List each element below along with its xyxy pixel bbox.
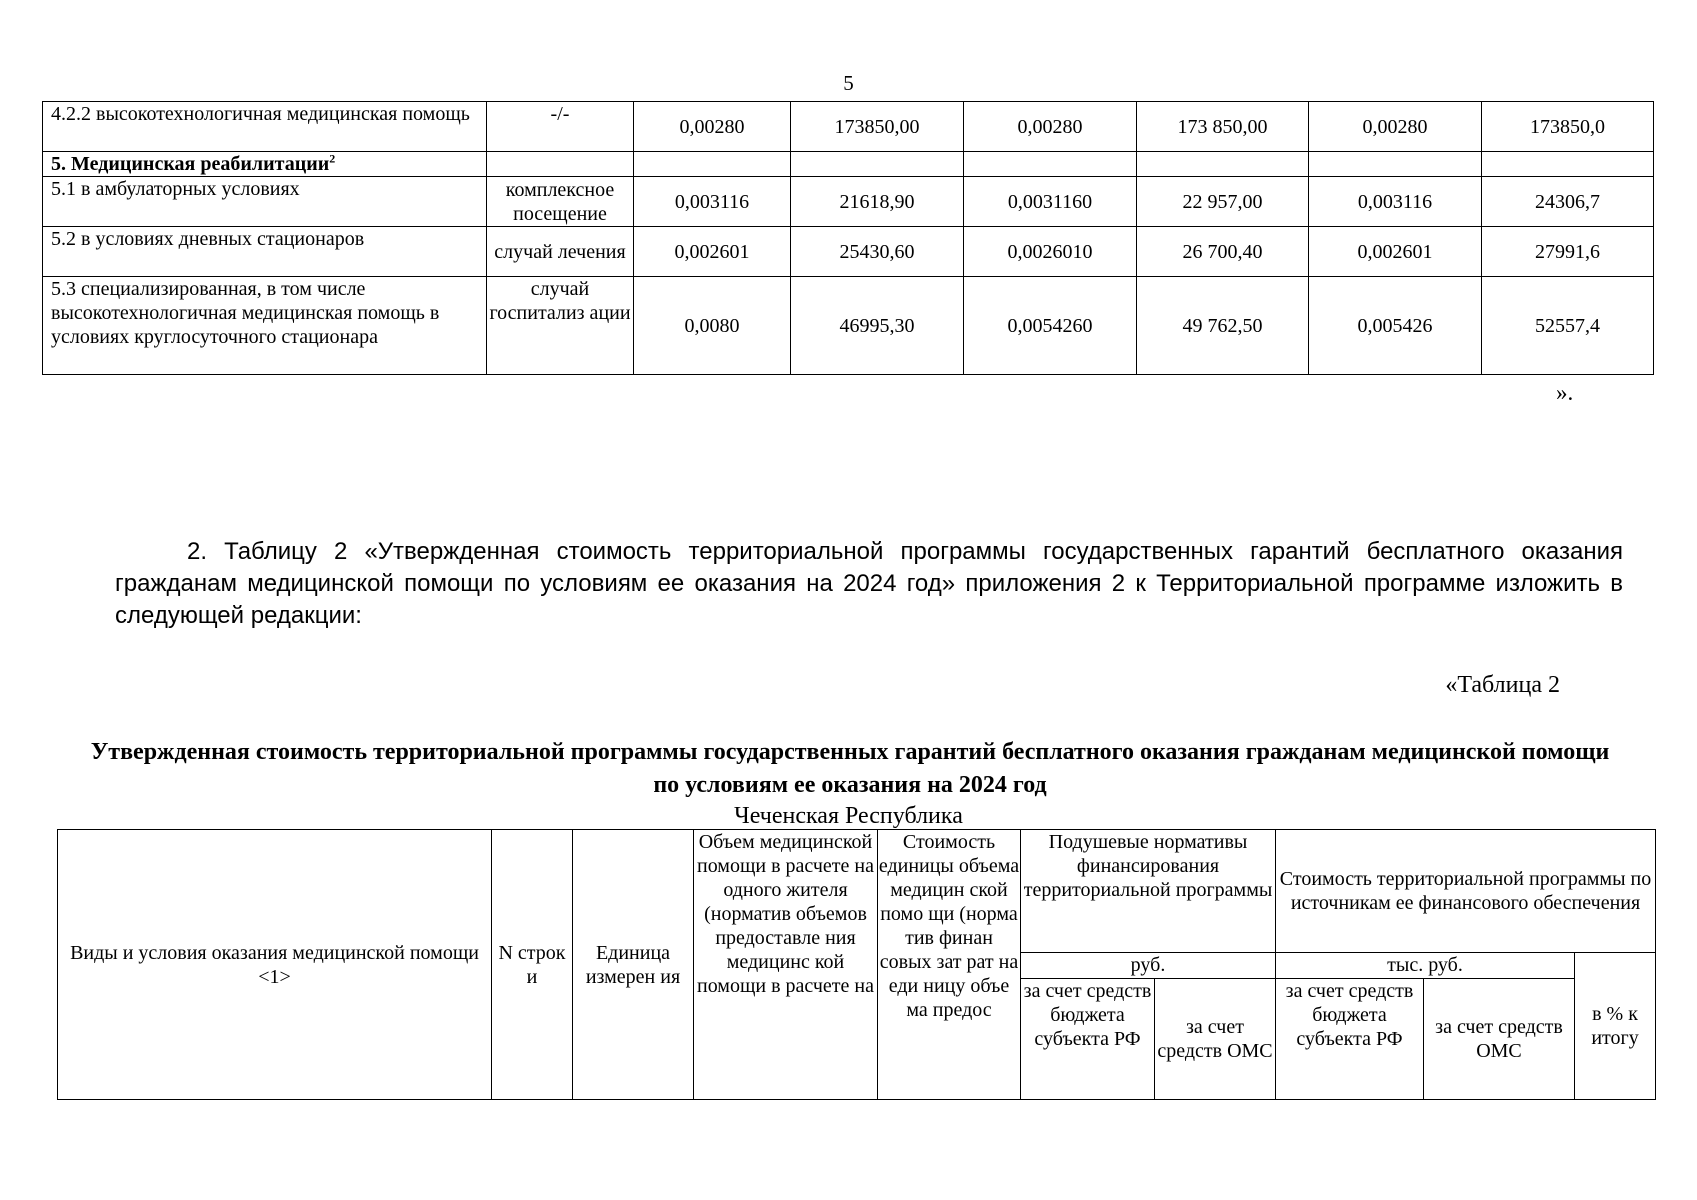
amendment-paragraph: 2. Таблицу 2 «Утвержденная стоимость территориальной программы государственных гарантий бесплатного оказания гражданам медицинской помощи по условиям ее оказания на 2024 год» приложения 2 к Территориальной программе изложить в следующей редакции: bbox=[115, 538, 1623, 629]
cell-value: 0,003116 bbox=[634, 177, 791, 227]
cell-value: 0,002601 bbox=[1309, 227, 1482, 277]
row-name: 5.2 в условиях дневных стационаров bbox=[43, 227, 487, 277]
header-budget-rf-thousand: за счет средств бюджета субъекта РФ bbox=[1276, 979, 1424, 1100]
row-unit bbox=[487, 152, 634, 177]
header-thousand-rub: тыс. руб. bbox=[1276, 953, 1575, 979]
row-name: 4.2.2 высокотехнологичная медицинская помощь bbox=[43, 102, 487, 152]
row-unit: -/- bbox=[487, 102, 634, 152]
table-row bbox=[43, 227, 1654, 277]
cell-value bbox=[1137, 152, 1309, 177]
header-unit-cost: Стоимость единицы объема медицин ской помо щи (норма тив финан совых зат рат на еди ницу объе ма предос bbox=[878, 830, 1021, 1100]
page-number: 5 bbox=[843, 71, 854, 95]
cell-value: 0,0054260 bbox=[964, 277, 1137, 375]
header-per-capita-norms: Подушевые нормативы финансирования территориальной программы bbox=[1021, 830, 1276, 953]
header-percent: в % к итогу bbox=[1575, 953, 1656, 1100]
cell-value: 0,005426 bbox=[1309, 277, 1482, 375]
table-title: Утвержденная стоимость территориальной программы государственных гарантий бесплатного оказания гражданам медицинской помощи по условиям ее оказания на 2024 год bbox=[90, 739, 1610, 798]
row-unit: случай лечения bbox=[487, 227, 634, 277]
cell-value bbox=[1482, 152, 1654, 177]
cell-value: 173850,00 bbox=[791, 102, 964, 152]
cell-value bbox=[964, 152, 1137, 177]
row-unit: комплексное посещение bbox=[487, 177, 634, 227]
header-rub: руб. bbox=[1021, 953, 1276, 979]
table-label: «Таблица 2 bbox=[1445, 672, 1560, 698]
header-unit: Единица измерен ия bbox=[573, 830, 694, 1100]
footnote-mark: 2 bbox=[329, 151, 336, 166]
cell-value: 0,00280 bbox=[1309, 102, 1482, 152]
table-row bbox=[43, 177, 1654, 227]
row-unit: случай госпитализ ации bbox=[487, 277, 634, 375]
row-name: 5.1 в амбулаторных условиях bbox=[43, 177, 487, 227]
cell-value: 0,0080 bbox=[634, 277, 791, 375]
cell-value: 26 700,40 bbox=[1137, 227, 1309, 277]
norms-table bbox=[42, 101, 1654, 375]
cell-value: 173850,0 bbox=[1482, 102, 1654, 152]
header-row-number: N строк и bbox=[492, 830, 573, 1100]
cell-value: 25430,60 bbox=[791, 227, 964, 277]
cell-value: 46995,30 bbox=[791, 277, 964, 375]
cell-value: 21618,90 bbox=[791, 177, 964, 227]
header-oms: за счет средств ОМС bbox=[1155, 979, 1276, 1100]
cell-value: 0,0031160 bbox=[964, 177, 1137, 227]
table-row bbox=[43, 152, 1654, 177]
header-volume: Объем медицинской помощи в расчете на одного жителя (норматив объемов предоставле ния медицинс кой помощи в расчете на bbox=[694, 830, 878, 1100]
cell-value: 0,00280 bbox=[964, 102, 1137, 152]
cell-value: 0,002601 bbox=[634, 227, 791, 277]
header-program-cost: Стоимость территориальной программы по источникам ее финансового обеспечения bbox=[1276, 830, 1656, 953]
cell-value: 52557,4 bbox=[1482, 277, 1654, 375]
cell-value: 0,00280 bbox=[634, 102, 791, 152]
cell-value bbox=[634, 152, 791, 177]
closing-quote: ». bbox=[1556, 380, 1574, 405]
cell-value: 49 762,50 bbox=[1137, 277, 1309, 375]
region-name: Чеченская Республика bbox=[734, 803, 963, 829]
cell-value: 24306,7 bbox=[1482, 177, 1654, 227]
cell-value: 0,0026010 bbox=[964, 227, 1137, 277]
cell-value bbox=[791, 152, 964, 177]
table-row bbox=[43, 277, 1654, 375]
header-oms-thousand: за счет средств ОМС bbox=[1424, 979, 1575, 1100]
cell-value: 27991,6 bbox=[1482, 227, 1654, 277]
program-cost-table bbox=[57, 829, 1656, 1100]
cell-value: 22 957,00 bbox=[1137, 177, 1309, 227]
header-budget-rf: за счет средств бюджета субъекта РФ bbox=[1021, 979, 1155, 1100]
table-row bbox=[43, 102, 1654, 152]
cell-value: 173 850,00 bbox=[1137, 102, 1309, 152]
header-kind: Виды и условия оказания медицинской помощи <1> bbox=[58, 830, 492, 1100]
cell-value bbox=[1309, 152, 1482, 177]
row-name: 5.3 специализированная, в том числе высокотехнологичная медицинская помощь в условиях круглосуточного стационара bbox=[43, 277, 487, 375]
cell-value: 0,003116 bbox=[1309, 177, 1482, 227]
section-heading: 5. Медицинская реабилитации$^2$ bbox=[43, 152, 487, 177]
